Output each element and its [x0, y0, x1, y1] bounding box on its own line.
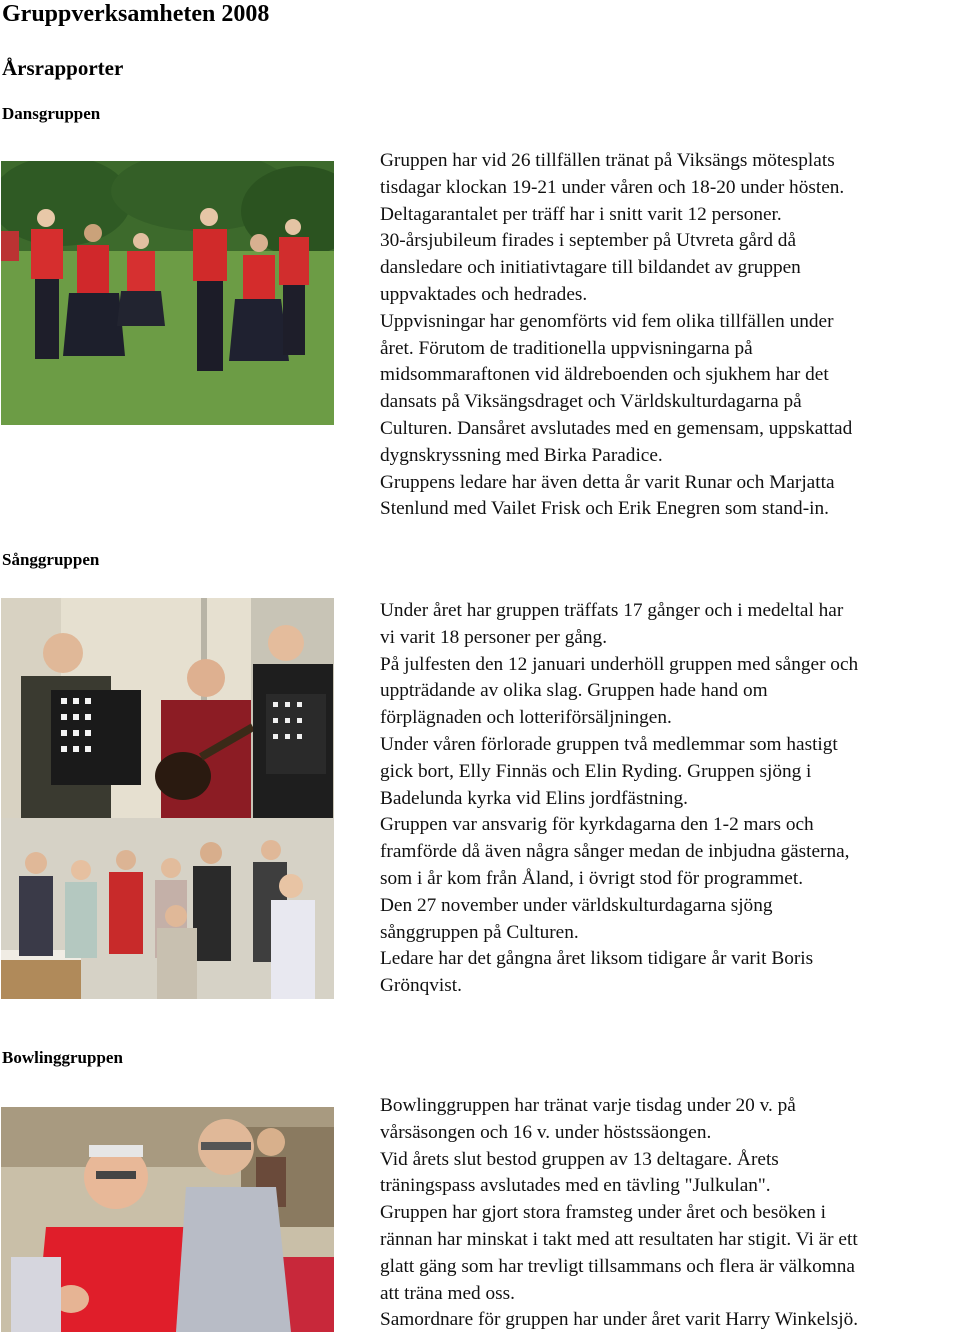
- section-text-bowlinggruppen: [380, 1093, 960, 1334]
- text-line: Uppvisningar har genomförts vid fem olika tillfällen under: [380, 310, 834, 332]
- text-line: träningspass avslutades med en tävling "Julkulan".: [380, 1175, 771, 1197]
- text-line: Gruppen har vid 26 tillfällen tränat på Viksängs mötesplats: [380, 150, 835, 171]
- text-line: 30-årsjubileum firades i september på Utvreta gård då: [380, 230, 796, 252]
- text-line: framförde då även några sånger medan de inbjudna gästerna,: [380, 841, 850, 863]
- photo-bowling-group-image: [1, 1107, 334, 1332]
- text-line: Samordnare för gruppen har under året varit Harry Winkelsjö.: [380, 1309, 859, 1331]
- text-line: Gruppens ledare har även detta år varit Runar och Marjatta: [380, 471, 835, 493]
- text-line: dygnskryssning med Birka Paradice.: [380, 444, 663, 466]
- text-line: Ledare har det gångna året liksom tidigare år varit Boris: [380, 948, 814, 970]
- text-line: Under våren förlorade gruppen två medlemmar som hastigt: [380, 733, 838, 755]
- photo-dance-group-image: [1, 161, 334, 425]
- text-line: vi varit 18 personer per gång.: [380, 626, 608, 648]
- text-line: Vid årets slut bestod gruppen av 13 deltagare. Årets: [380, 1148, 779, 1170]
- text-line: Gruppen var ansvarig för kyrkdagarna den 1-2 mars och: [380, 814, 814, 836]
- photo-singing-musicians: [1, 598, 334, 818]
- text-line: Bowlinggruppen har tränat varje tisdag under 20 v. på: [380, 1095, 796, 1116]
- text-line: Deltagarantalet per träff har i snitt varit 12 personer.: [380, 203, 782, 225]
- text-line: glatt gäng som har trevligt tillsammans och flera är välkomna: [380, 1255, 855, 1277]
- text-line: dansledare och initiativtagare till bildandet av gruppen: [380, 257, 801, 279]
- text-line: Den 27 november under världskulturdagarna sjöng: [380, 894, 773, 916]
- text-line: uppvaktades och hedrades.: [380, 283, 588, 305]
- page-title: Gruppverksamheten 2008: [2, 1, 270, 27]
- text-line: Badelunda kyrka vid Elins jordfästning.: [380, 787, 688, 809]
- photo-singing-group-image: [1, 818, 334, 999]
- text-line: uppträdande av olika slag. Gruppen hade hand om: [380, 680, 768, 702]
- text-line: rännan har minskat i takt med att resultaten har stigit. Vi är ett: [380, 1228, 858, 1250]
- page-subtitle: Årsrapporter: [2, 56, 124, 80]
- text-line: vårsäsongen och 16 v. under höstssäongen.: [380, 1121, 712, 1143]
- text-line: Gruppen har gjort stora framsteg under året och besöken i: [380, 1202, 826, 1224]
- text-line: gick bort, Elly Finnäs och Elin Ryding. Gruppen sjöng i: [380, 760, 812, 782]
- section-heading-bowlinggruppen: Bowlinggruppen: [2, 1048, 123, 1067]
- text-line: förplägnaden och lotteriförsäljningen.: [380, 707, 672, 729]
- section-text-dansgruppen: [380, 148, 960, 523]
- text-line: sånggruppen på Culturen.: [380, 921, 579, 943]
- text-line: att träna med oss.: [380, 1282, 515, 1304]
- text-line: Culturen. Dansåret avslutades med en gemensam, uppskattad: [380, 417, 853, 439]
- section-heading-sanggruppen: Sånggruppen: [2, 550, 100, 569]
- photo-bowling-group: [1, 1107, 334, 1332]
- text-line: tisdagar klockan 19-21 under våren och 18-20 under hösten.: [380, 176, 845, 198]
- photo-dance-group: [1, 161, 334, 425]
- text-line: midsommaraftonen vid äldreboenden och sjukhem har det: [380, 364, 829, 386]
- text-line: Under året har gruppen träffats 17 gånger och i medeltal har: [380, 600, 844, 621]
- text-line: året. Förutom de traditionella uppvisningarna på: [380, 337, 753, 359]
- text-line: På julfesten den 12 januari underhöll gruppen med sånger och: [380, 653, 859, 675]
- section-heading-dansgruppen: Dansgruppen: [2, 104, 101, 123]
- text-line: som i år kom från Åland, i övrigt stod för programmet.: [380, 867, 804, 889]
- text-line: Grönqvist.: [380, 975, 462, 997]
- section-text-sanggruppen: [380, 598, 960, 1000]
- photo-singing-group: [1, 818, 334, 999]
- text-line: dansats på Viksängsdraget och Världskulturdagarna på: [380, 391, 802, 413]
- text-line: Stenlund med Vailet Frisk och Erik Enegren som stand-in.: [380, 498, 829, 520]
- photo-singing-musicians-image: [1, 598, 334, 818]
